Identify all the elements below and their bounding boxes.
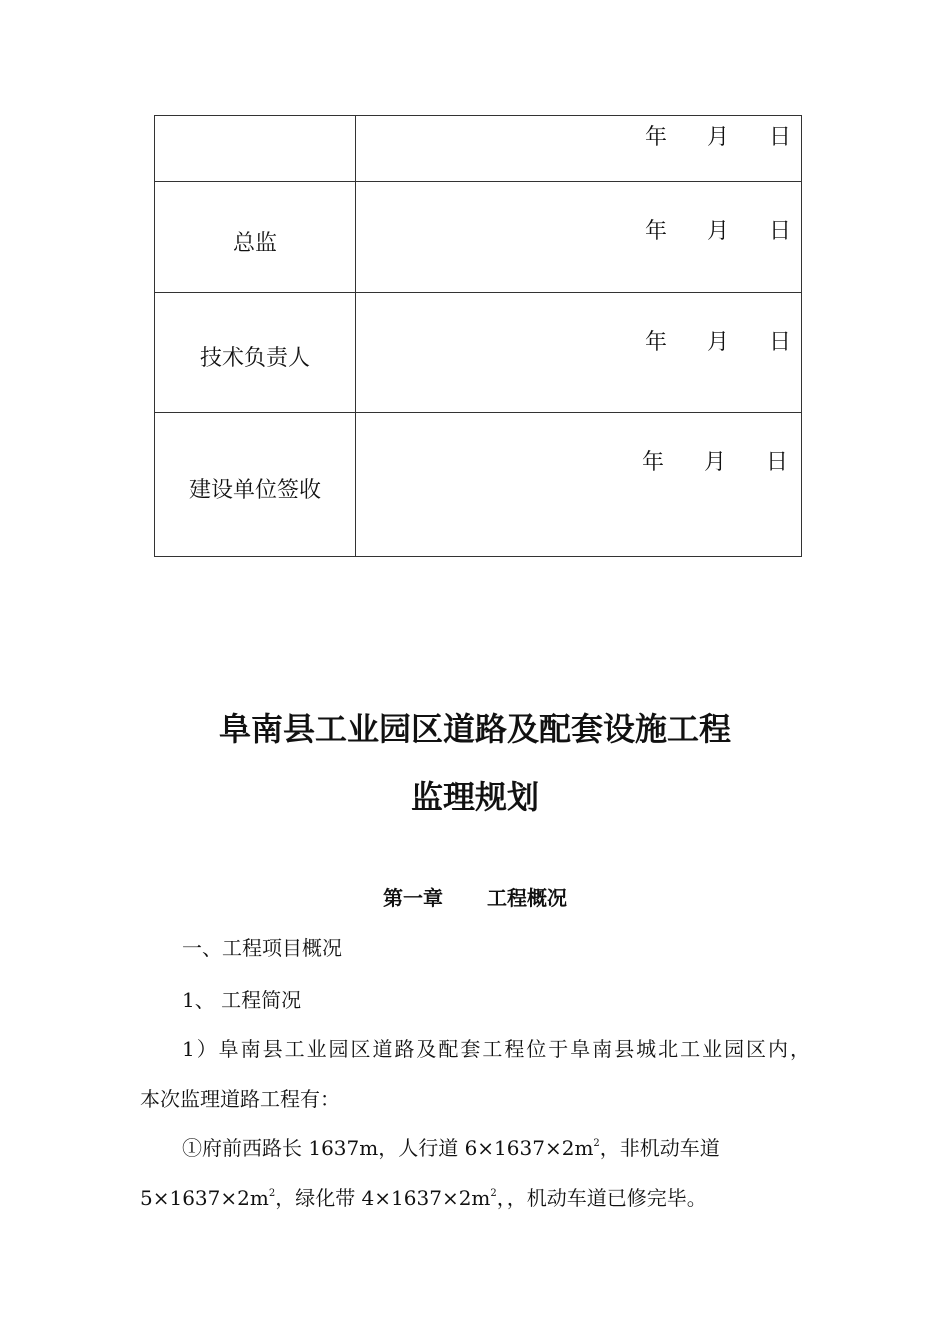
document-title: 阜南县工业园区道路及配套设施工程 xyxy=(218,710,731,748)
date-year: 年 xyxy=(644,125,667,150)
document-subtitle: 监理规划 xyxy=(410,778,539,816)
date-line xyxy=(645,325,791,356)
road-spec-text: ①府前西路长 1637m，人行道 6×1637×2m xyxy=(182,1136,594,1160)
road-spec-text: ，，机动车道已修完毕。 xyxy=(496,1186,707,1210)
road-spec-text: 5×1637×2m xyxy=(140,1186,269,1210)
date-day: 日 xyxy=(768,330,791,355)
signature-row xyxy=(155,293,802,413)
superscript: 2 xyxy=(490,1188,497,1199)
date-month: 月 xyxy=(706,125,729,150)
signature-row xyxy=(155,116,802,182)
row-label: 建设单位签收 xyxy=(188,478,321,503)
signature-row xyxy=(155,182,802,293)
paragraph-line xyxy=(182,1132,810,1161)
date-month: 月 xyxy=(706,219,729,244)
chapter-title: 工程概况 xyxy=(487,886,567,910)
signature-cell xyxy=(356,293,802,413)
paragraph-line: 1）阜南县工业园区道路及配套工程位于阜南县城北工业园区内， xyxy=(182,1037,810,1061)
signature-row xyxy=(155,413,802,557)
superscript: 2 xyxy=(268,1188,276,1199)
date-month: 月 xyxy=(706,330,729,355)
road-spec-text: ，非机动车道 xyxy=(599,1136,720,1160)
signature-table xyxy=(154,115,802,557)
date-day: 日 xyxy=(765,450,788,475)
paragraph-line: 本次监理道路工程有： xyxy=(140,1087,340,1111)
signature-cell xyxy=(356,182,802,293)
date-line xyxy=(645,120,791,151)
chapter-number: 第一章 xyxy=(383,886,443,910)
date-day: 日 xyxy=(768,219,791,244)
date-line xyxy=(642,445,788,476)
date-year: 年 xyxy=(641,450,664,475)
subsection-heading: 1、 工程简况 xyxy=(182,988,302,1012)
chapter-heading xyxy=(0,882,950,911)
date-day: 日 xyxy=(768,125,791,150)
signature-cell xyxy=(356,413,802,557)
paragraph-line xyxy=(140,1182,707,1211)
row-label: 技术负责人 xyxy=(199,346,310,371)
date-year: 年 xyxy=(644,219,667,244)
row-label-cell xyxy=(155,182,356,293)
date-line xyxy=(645,214,791,245)
date-month: 月 xyxy=(703,450,726,475)
section-heading: 一、工程项目概况 xyxy=(182,936,342,960)
road-spec-text: ，绿化带 4×1637×2m xyxy=(275,1186,491,1210)
row-label-cell xyxy=(155,413,356,557)
superscript: 2 xyxy=(593,1138,600,1149)
row-label-cell xyxy=(155,116,356,182)
row-label-cell xyxy=(155,293,356,413)
row-label: 总监 xyxy=(232,231,277,256)
date-year: 年 xyxy=(644,330,667,355)
signature-cell xyxy=(356,116,802,182)
